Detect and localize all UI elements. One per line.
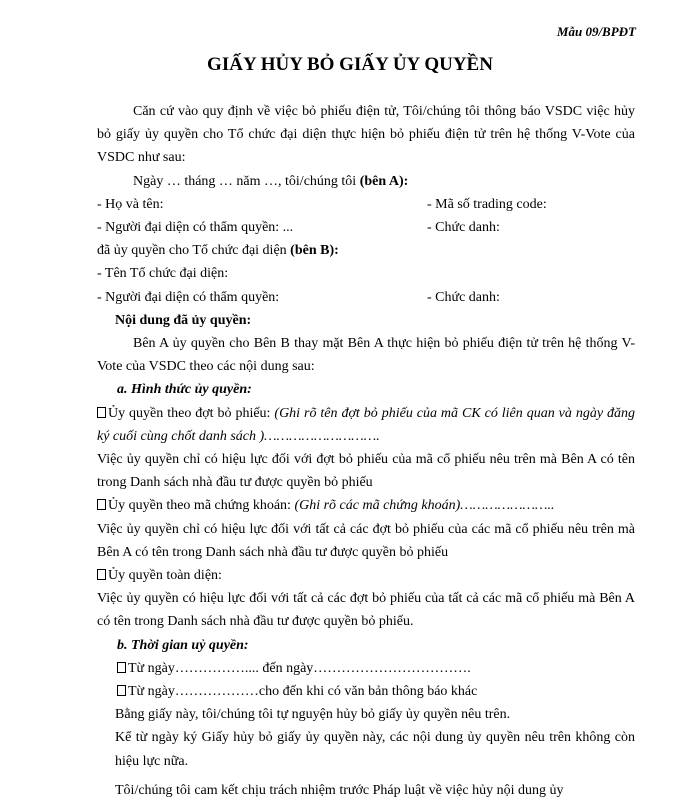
content-heading: Nội dung đã ủy quyền: [115,312,252,328]
document-title: GIẤY HỦY BỎ GIẤY ỦY QUYỀN [207,54,493,75]
field-row-name [97,193,635,216]
option-by-security [97,494,635,517]
time-option-range [97,657,635,680]
option-by-session-hint: (Ghi rõ tên đợt bỏ phiếu của mã CK có liên quan và ngày đăng ký cuối cùng chốt danh sách )………………………. [97,405,635,444]
checkbox-icon[interactable] [97,499,106,510]
checkbox-icon[interactable] [97,569,106,580]
closing-paragraph-1: Bằng giấy này, tôi/chúng tôi tự nguyện hủy bỏ giấy ủy quyền nêu trên. [115,707,511,723]
field-full-name: - Họ và tên: [97,196,164,212]
field-position-b: - Chức danh: [427,289,500,305]
field-representative-b: - Người đại diện có thẩm quyền: [97,289,280,305]
option-full-label: Ủy quyền toàn diện: [108,568,222,584]
date-line [97,170,635,193]
date-line-text: Ngày … tháng … năm …, tôi/chúng tôi [133,173,360,189]
document-body [97,100,635,802]
party-a-label: (bên A): [359,173,409,189]
field-row-representative-a [97,216,635,239]
section-b-heading: b. Thời gian uỷ quyền: [117,637,249,653]
time-option-open-text: Từ ngày………………cho đến khi có văn bản thông báo khác [128,684,478,700]
option-by-security-description: Việc ủy quyền chỉ có hiệu lực đối với tất cả các đợt bỏ phiếu của các mã cổ phiếu nêu trên mà Bên A có tên trong Danh sách nhà đầu tư được quyền bỏ phiếu [97,521,635,560]
content-paragraph: Bên A ủy quyền cho Bên B thay mặt Bên A thực hiện bỏ phiếu điện tử trên hệ thống V-Vote của VSDC theo các nội dung sau: [97,336,635,375]
option-by-security-label: Ủy quyền theo mã chứng khoán: [108,498,295,514]
option-by-security-hint: (Ghi rõ các mã chứng khoán)………………….. [294,498,555,514]
field-representative-a: - Người đại diện có thẩm quyền: ... [97,220,294,236]
section-a-heading: a. Hình thức ủy quyền: [117,382,252,398]
closing-paragraph-3: Tôi/chúng tôi cam kết chịu trách nhiệm trước Pháp luật về việc hủy nội dung ủy [115,782,564,798]
authorized-line [97,239,635,262]
field-trading-code: - Mã số trading code: [427,196,547,212]
time-option-range-text: Từ ngày…………….... đến ngày……………………………. [128,660,471,676]
form-code: Mẫu 09/BPĐT [556,24,636,39]
field-row-representative-b [97,286,635,309]
checkbox-icon[interactable] [97,407,106,418]
option-full-description: Việc ủy quyền có hiệu lực đối với tất cả các đợt bỏ phiếu của tất cả các mã cổ phiếu mà Bên A có tên trong Danh sách nhà đầu tư được quyền bỏ phiếu. [97,591,635,630]
option-by-session-label: Ủy quyền theo đợt bỏ phiếu: [108,405,275,421]
field-position-a: - Chức danh: [427,220,500,236]
party-b-label: (bên B): [290,243,339,259]
checkbox-icon[interactable] [117,685,126,696]
closing-paragraph-2: Kể từ ngày ký Giấy hủy bỏ giấy ủy quyền này, các nội dung ủy quyền nêu trên không còn hiệu lực nữa. [115,730,635,769]
field-org-name: - Tên Tổ chức đại diện: [97,266,229,282]
option-by-session-description: Việc ủy quyền chỉ có hiệu lực đối với đợt bỏ phiếu của mã cổ phiếu nêu trên mà Bên A có tên trong Danh sách nhà đầu tư được quyền bỏ phiếu [97,452,635,491]
intro-paragraph: Căn cứ vào quy định về việc bỏ phiếu điện tử, Tôi/chúng tôi thông báo VSDC việc hủy bỏ giấy ủy quyền cho Tổ chức đại diện thực hiện bỏ phiếu điện tử trên hệ thống V-Vote của VSDC như sau: [97,104,635,166]
authorized-line-text: đã ủy quyền cho Tổ chức đại diện [97,243,291,259]
option-by-session [97,402,635,448]
option-full [97,564,635,587]
checkbox-icon[interactable] [117,662,126,673]
